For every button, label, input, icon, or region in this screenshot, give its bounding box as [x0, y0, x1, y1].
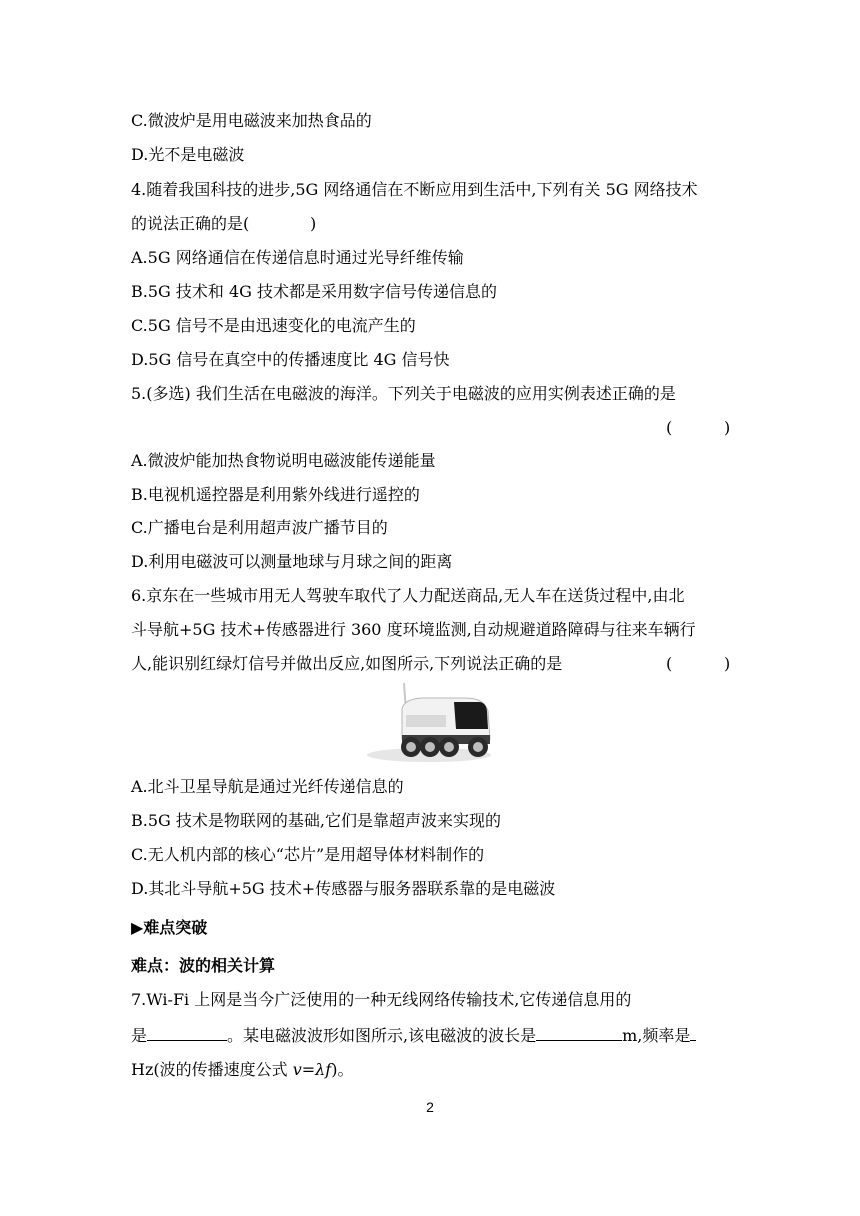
- question-5-option-d: D.利用电磁波可以测量地球与月球之间的距离: [131, 552, 453, 571]
- question-6-option-a: A.北斗卫星导航是通过光纤传递信息的: [131, 777, 404, 796]
- question-7-stem-line1: 7.Wi-Fi 上网是当今广泛使用的一种无线网络传输技术,它传递信息用的: [131, 990, 632, 1009]
- question-3-option-d: D.光不是电磁波: [131, 145, 245, 164]
- question-6-option-b: B.5G 技术是物联网的基础,它们是靠超声波来实现的: [131, 811, 501, 830]
- question-7-stem-line3: [131, 1060, 353, 1080]
- question-6-option-d: D.其北斗导航+5G 技术+传感器与服务器联系靠的是电磁波: [131, 879, 556, 898]
- question-4-option-b: B.5G 技术和 4G 技术都是采用数字信号传递信息的: [131, 282, 498, 301]
- question-6-option-c: C.无人机内部的核心“芯片”是用超导体材料制作的: [131, 845, 485, 864]
- question-6-answer-close-paren: ): [724, 654, 731, 673]
- page-number: 2: [426, 1099, 434, 1115]
- question-6-stem-line2: 斗导航+5G 技术+传感器进行 360 度环境监测,自动规避道路障碍与往来车辆行: [131, 620, 696, 639]
- question-4-stem-line2: 的说法正确的是(: [131, 214, 250, 233]
- question-7-text-d: Hz(波的传播速度公式: [131, 1060, 293, 1079]
- section-heading: ▶难点突破: [131, 918, 208, 937]
- question-5-answer-close-paren: ): [724, 418, 731, 437]
- question-5-option-c: C.广播电台是利用超声波广播节目的: [131, 518, 388, 537]
- wave-speed-formula: v=λf: [292, 1060, 332, 1079]
- question-4-answer-close-paren: ): [310, 214, 317, 233]
- question-5-option-b: B.电视机遥控器是利用紫外线进行遥控的: [131, 485, 420, 504]
- question-7-stem-line2: [131, 1026, 696, 1046]
- question-4-option-c: C.5G 信号不是由迅速变化的电流产生的: [131, 316, 416, 335]
- question-5-answer-open-paren: (: [666, 418, 673, 437]
- answer-blank-3[interactable]: [690, 1026, 696, 1041]
- question-5-stem: 5.(多选) 我们生活在电磁波的海洋。下列关于电磁波的应用实例表述正确的是: [131, 384, 676, 403]
- question-7-text-c: m,频率是: [622, 1026, 691, 1045]
- question-4-stem-line1: 4.随着我国科技的进步,5G 网络通信在不断应用到生活中,下列有关 5G 网络技术: [131, 180, 698, 199]
- question-3-option-c: C.微波炉是用电磁波来加热食品的: [131, 111, 372, 130]
- question-4-option-d: D.5G 信号在真空中的传播速度比 4G 信号快: [131, 350, 450, 369]
- answer-blank-2[interactable]: [536, 1026, 622, 1041]
- question-7-text-a: 是: [131, 1026, 148, 1045]
- question-6-stem-line3: 人,能识别红绿灯信号并做出反应,如图所示,下列说法正确的是: [131, 654, 563, 673]
- answer-blank-1[interactable]: [147, 1026, 227, 1041]
- question-4-option-a: A.5G 网络通信在传递信息时通过光导纤维传输: [131, 248, 464, 267]
- subsection-heading: 难点：波的相关计算: [131, 956, 276, 975]
- question-5-option-a: A.微波炉能加热食物说明电磁波能传递能量: [131, 451, 436, 470]
- question-7-text-b: 。某电磁波波形如图所示,该电磁波的波长是: [227, 1026, 537, 1045]
- delivery-robot-figure: [362, 681, 496, 765]
- question-6-stem-line1: 6.京东在一些城市用无人驾驶车取代了人力配送商品,无人车在送货过程中,由北: [131, 586, 685, 605]
- question-7-text-e: )。: [331, 1060, 354, 1079]
- question-6-answer-open-paren: (: [666, 654, 673, 673]
